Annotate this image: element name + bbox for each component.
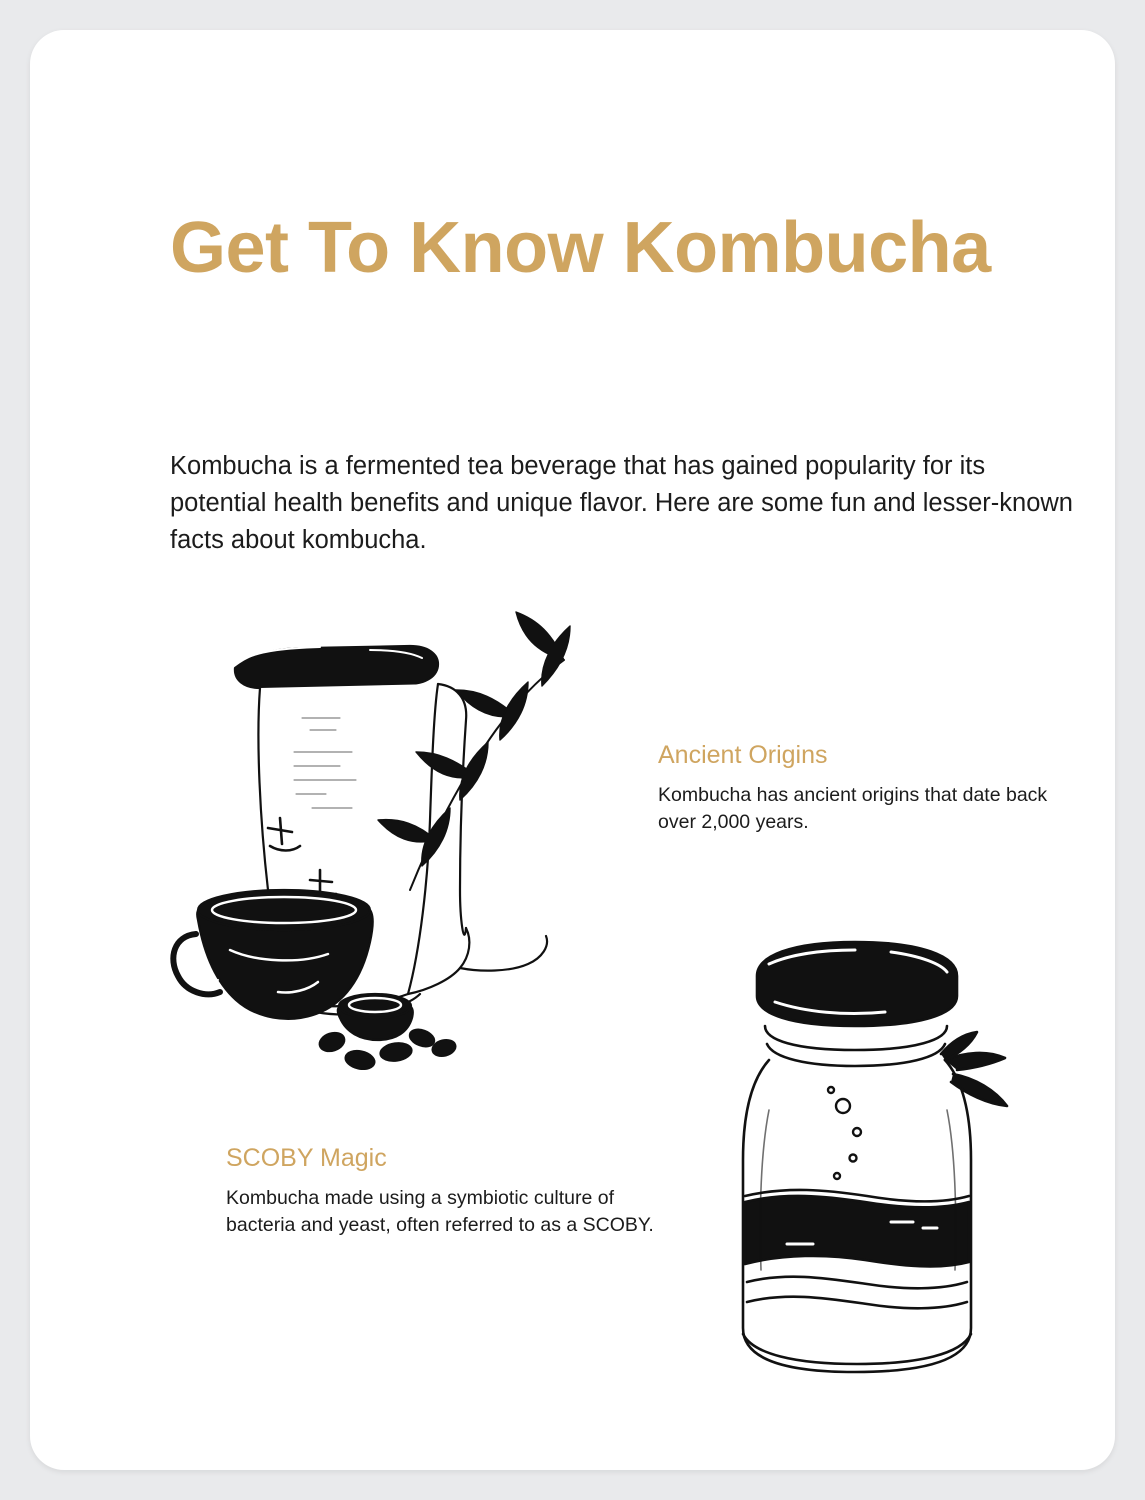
fact-block-ancient-origins	[658, 740, 1048, 836]
poster-card	[30, 30, 1115, 1470]
fact-heading: Ancient Origins	[658, 741, 828, 769]
tea-scroll-cup-illustration	[160, 590, 630, 1070]
kombucha-jar-illustration	[695, 910, 1045, 1400]
fact-body: Kombucha made using a symbiotic culture of bacteria and yeast, often referred to as a SCOBY.	[226, 1187, 654, 1236]
fact-body: Kombucha has ancient origins that date back over 2,000 years.	[658, 784, 1048, 833]
fact-heading: SCOBY Magic	[226, 1144, 387, 1172]
intro-paragraph: Kombucha is a fermented tea beverage that has gained popularity for its potential health benefits and unique flavor. Here are some fun and lesser-known facts about kombucha.	[170, 451, 1073, 555]
page-title: Get To Know Kombucha	[170, 208, 991, 289]
fact-block-scoby-magic	[226, 1143, 666, 1239]
